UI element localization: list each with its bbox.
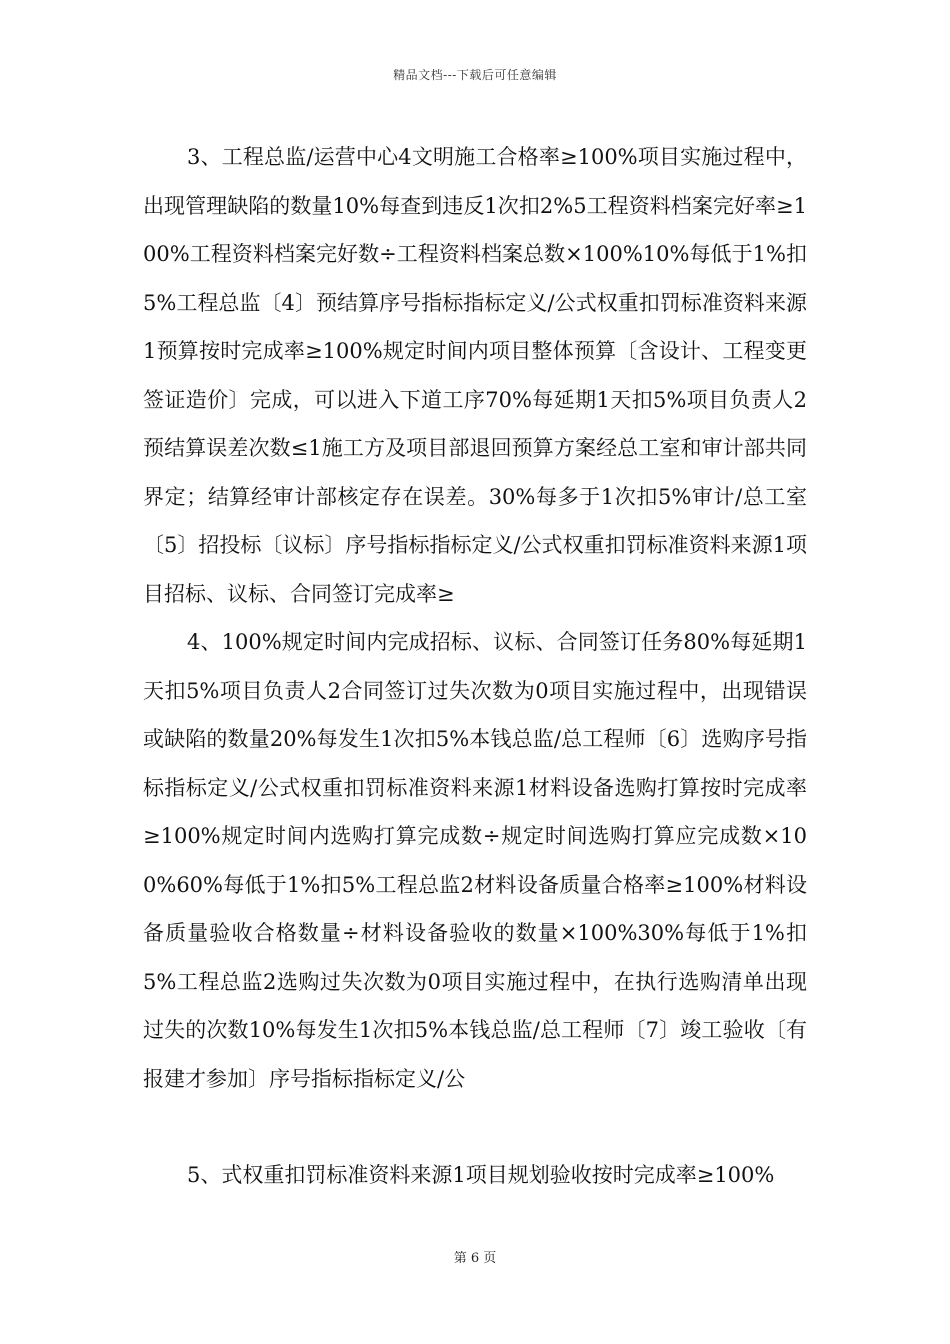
document-body (143, 133, 807, 1200)
paragraph-4: 4、100%规定时间内完成招标、议标、合同签订任务80%每延期1天扣5%项目负责人2合同签订过失次数为0项目实施过程中，出现错误或缺陷的数量20%每发生1次扣5%本钱总监/总工程师〔6〕选购序号指标指标定义/公式权重扣罚标准资料来源1材料设备选购打算按时完成率≥100%规定时间内选购打算完成数÷规定时间选购打算应完成数×100%60%每低于1%扣5%工程总监2材料设备质量合格率≥100%材料设备质量验收合格数量÷材料设备验收的数量×100%30%每低于1%扣5%工程总监2选购过失次数为0项目实施过程中，在执行选购清单出现过失的次数10%每发生1次扣5%本钱总监/总工程师〔7〕竣工验收〔有报建才参加〕序号指标指标定义/公 (143, 630, 807, 1091)
page-header: 精品文档---下载后可任意编辑 (393, 68, 557, 82)
paragraph-3: 3、工程总监/运营中心4文明施工合格率≥100%项目实施过程中，出现管理缺陷的数量10%每查到违反1次扣2%5工程资料档案完好率≥100%工程资料档案完好数÷工程资料档案总数×100%10%每低于1%扣5%工程总监〔4〕预结算序号指标指标定义/公式权重扣罚标准资料来源1预算按时完成率≥100%规定时间内项目整体预算〔含设计、工程变更签证造价〕完成，可以进入下道工序70%每延期1天扣5%项目负责人2预结算误差次数≤1施工方及项目部退回预算方案经总工室和审计部共同界定；结算经审计部核定存在误差。30%每多于1次扣5%审计/总工室〔5〕招投标〔议标〕序号指标指标定义/公式权重扣罚标准资料来源1项目招标、议标、合同签订完成率≥ (143, 145, 807, 606)
paragraph-5: 5、式权重扣罚标准资料来源1项目规划验收按时完成率≥100% (187, 1163, 775, 1187)
page-number: 第 6 页 (453, 1251, 497, 1266)
